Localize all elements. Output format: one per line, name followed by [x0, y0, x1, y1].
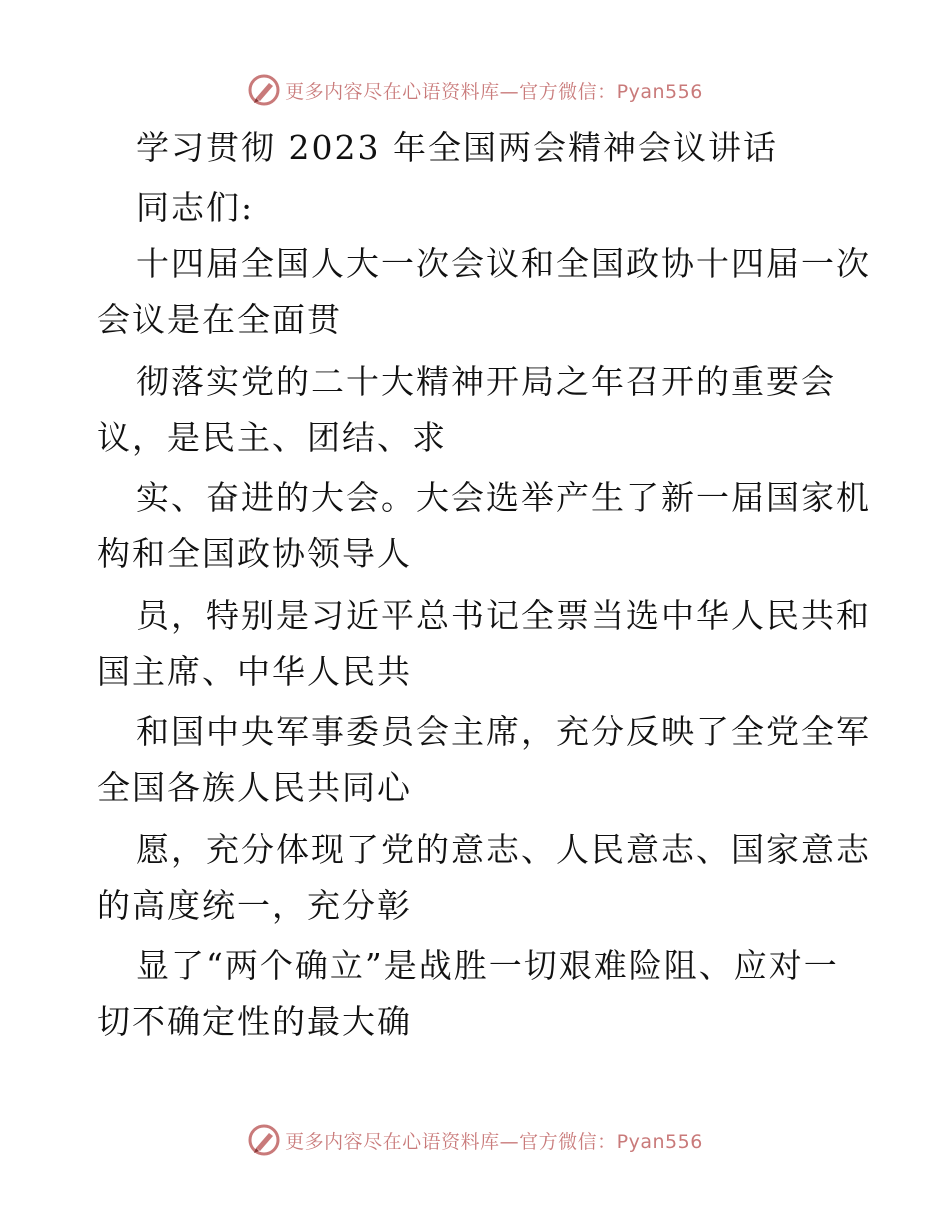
pen-logo-icon [247, 1123, 281, 1157]
text-line: 显了“两个确立”是战胜一切艰难险阻、应对一 [136, 946, 839, 985]
watermark-text: 更多内容尽在心语资料库—官方微信：Pyan556 [285, 80, 703, 103]
salutation: 同志们: [136, 188, 255, 227]
text-line: 的高度统一，充分彰 [97, 886, 412, 925]
text-line: 议，是民主、团结、求 [97, 418, 447, 457]
text-line: 彻落实党的二十大精神开局之年召开的重要会 [136, 362, 836, 401]
watermark-text: 更多内容尽在心语资料库—官方微信：Pyan556 [285, 1130, 703, 1153]
text-line: 实、奋进的大会。大会选举产生了新一届国家机 [136, 478, 871, 517]
document-title: 学习贯彻 2023 年全国两会精神会议讲话 [136, 128, 778, 167]
text-line: 构和全国政协领导人 [97, 534, 412, 573]
text-line: 切不确定性的最大确 [97, 1002, 412, 1041]
text-line: 全国各族人民共同心 [97, 768, 412, 807]
text-line: 会议是在全面贯 [97, 300, 342, 339]
text-line: 愿，充分体现了党的意志、人民意志、国家意志 [136, 830, 871, 869]
watermark-footer [0, 1120, 950, 1160]
text-line: 十四届全国人大一次会议和全国政协十四届一次 [136, 244, 871, 283]
text-line: 国主席、中华人民共 [97, 652, 412, 691]
text-line: 员，特别是习近平总书记全票当选中华人民共和 [136, 596, 871, 635]
text-line: 和国中央军事委员会主席，充分反映了全党全军 [136, 712, 871, 751]
